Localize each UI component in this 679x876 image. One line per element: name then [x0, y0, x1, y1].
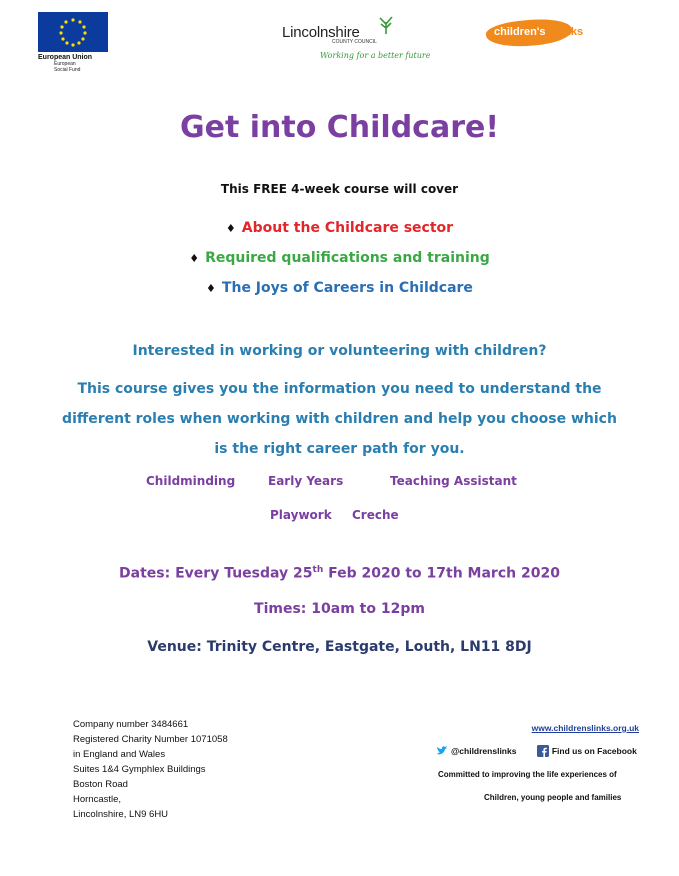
role-early-years: Early Years: [268, 474, 344, 488]
twitter-handle[interactable]: @childrenslinks: [451, 746, 517, 756]
question-text: Interested in working or volunteering with children?: [132, 343, 547, 359]
eu-sub-1: European: [54, 61, 76, 67]
bullet-1-text: About the Childcare sector: [241, 220, 454, 236]
lincs-name: Lincolnshire: [282, 24, 360, 41]
lincolnshire-logo: [282, 22, 431, 60]
role-childminding: Childminding: [146, 474, 236, 488]
cl-text-2: links: [558, 26, 584, 38]
website-link[interactable]: www.childrenslinks.org.uk: [531, 723, 639, 733]
cl-text-1: children's: [494, 26, 546, 38]
intro-text: This FREE 4-week course will cover: [220, 182, 459, 196]
diamond-icon: ♦: [189, 252, 200, 265]
bullet-3-text: The Joys of Careers in Childcare: [221, 280, 473, 296]
twitter-icon[interactable]: [436, 745, 448, 757]
bullet-3: [0, 280, 679, 296]
address-line: Horncastle,: [73, 794, 122, 805]
address-line: Suites 1&4 Gymphlex Buildings: [73, 764, 206, 775]
eu-flag-icon: [38, 12, 108, 52]
eu-sub-2: Social Fund: [54, 67, 81, 73]
bullet-1: [0, 220, 679, 236]
dates-prefix: Dates: Every Tuesday 25: [119, 565, 313, 582]
lincs-council: COUNTY COUNCIL: [332, 39, 377, 45]
times-line: Times: 10am to 12pm: [254, 601, 425, 617]
address-line: in England and Wales: [73, 749, 166, 760]
page-title: Get into Childcare!: [179, 110, 500, 145]
bullet-2-text: Required qualifications and training: [205, 250, 490, 266]
diamond-icon: ♦: [225, 222, 236, 235]
lincs-tagline: Working for a better future: [320, 51, 431, 60]
childrens-links-logo: [480, 14, 610, 58]
bullet-2: [0, 250, 679, 266]
description-paragraph: This course gives you the information you need to understand the different roles when working with children and help you choose which is the right career path for you.: [62, 381, 617, 457]
facebook-icon[interactable]: [537, 745, 549, 757]
address-line: Registered Charity Number 1071058: [73, 734, 228, 745]
leaf-icon: [378, 14, 394, 34]
company-address: [73, 717, 228, 822]
dates-sup: th: [312, 565, 324, 575]
dates-line: [0, 565, 679, 582]
address-line: Lincolnshire, LN9 6HU: [73, 809, 169, 820]
social-links: [436, 745, 637, 757]
commitment-line-2: Children, young people and families: [484, 793, 622, 802]
facebook-text[interactable]: Find us on Facebook: [551, 746, 637, 756]
role-creche: Creche: [352, 508, 399, 522]
diamond-icon: ♦: [206, 282, 216, 295]
role-teaching-assistant: Teaching Assistant: [390, 474, 517, 488]
eu-title: European Union: [38, 54, 93, 61]
european-union-logo: [38, 12, 158, 73]
venue-line: Venue: Trinity Centre, Eastgate, Louth, LN11 8DJ: [147, 639, 532, 655]
address-line: Boston Road: [73, 779, 128, 790]
dates-suffix: Feb 2020 to 17th March 2020: [323, 565, 560, 582]
commitment-line-1: Committed to improving the life experiences of: [438, 770, 617, 779]
address-line: Company number 3484661: [73, 719, 189, 730]
role-playwork: Playwork: [270, 508, 332, 522]
